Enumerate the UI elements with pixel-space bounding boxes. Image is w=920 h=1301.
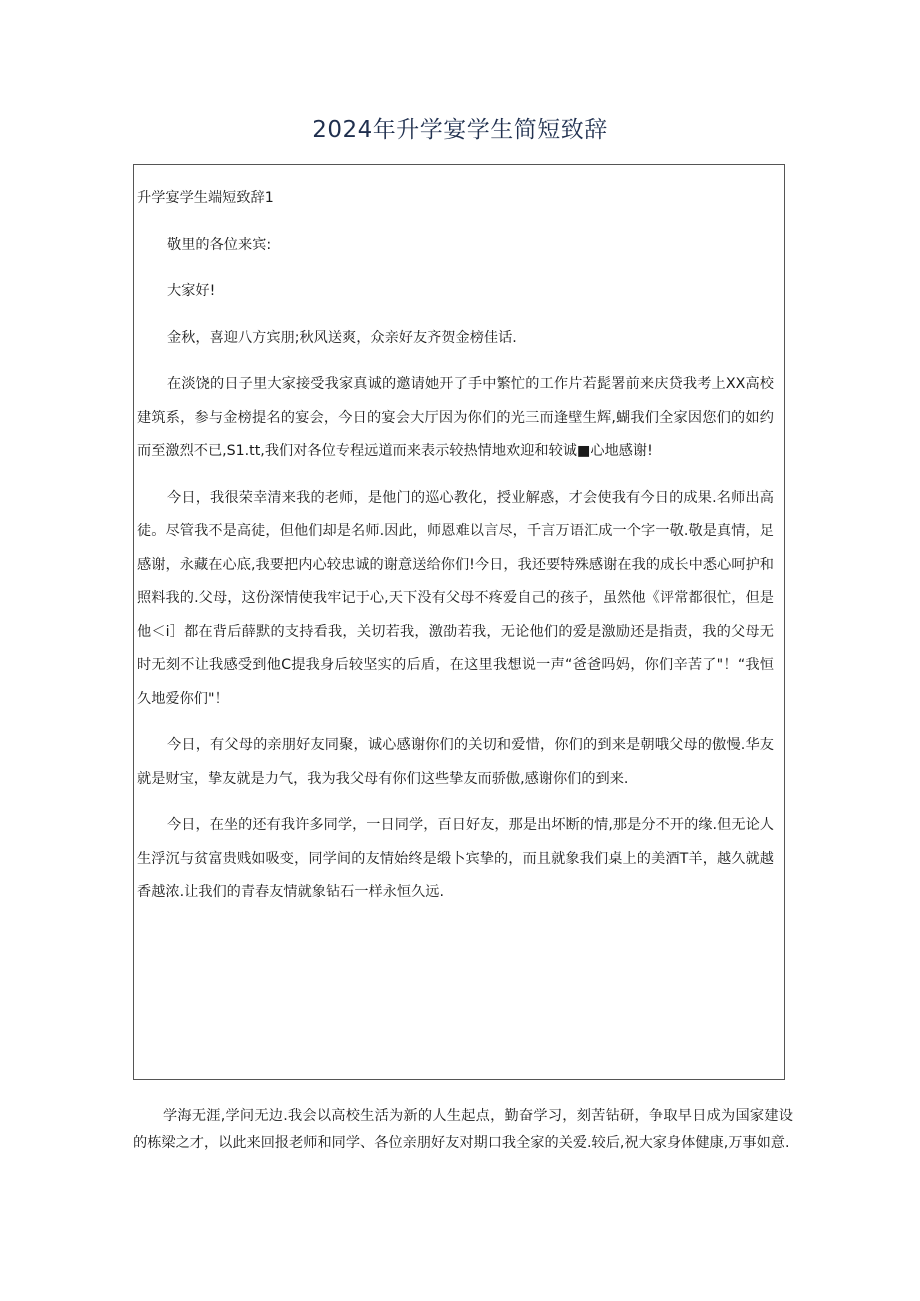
section-title: 升学宴学生端短致辞1 [137, 190, 274, 206]
greeting-salutation: 敬里的各位来宾: [167, 236, 272, 253]
paragraph-welcome: 在淡饶的日子里大家接受我家真诚的邀请她开了手中繁忙的工作片若髭署前来庆贷我考上XX高校建筑系，参与金榜提名的宴会，今日的宴会大厅因为你们的光三而逢壁生辉,蝴我们全家因您们的如约而至激烈不已,S1.tt,我们对各位专程远道而来表示较热情地欢迎和较诚■心地感谢! [137, 376, 774, 459]
paragraph-autumn: 金秋，喜迎八方宾朋;秋风送爽，众亲好友齐贺金榜佳话. [167, 329, 517, 346]
paragraph-teachers-parents: 今日，我很荣幸清来我的老师，是他门的巡心教化，授业解惑，才会使我有今日的成果.名师出高徒。尽管我不是高徒，但他们却是名师.因此，师恩难以言尽，千言万语汇成一个字一敬.敬是真情，足感谢，永藏在心底,我要把内心较忠诚的谢意送给你们!今日，我还要特殊感谢在我的成长中悉心呵护和照料我的.父母，这份深情使我牢记于心,天下没有父母不疼爱自己的孩子，虽然他《评常都很忙，但是他＜i］都在背后薛默的支持看我，关切若我，激劭若我，无论他们的爱是激励还是指责，我的父母无时无刻不让我感受到他C提我身后较坚实的后盾，在这里我想说一声“爸爸吗妈，你们辛苦了"！“我恒久地爱你们"！ [137, 489, 774, 707]
paragraph-relatives: 今日，有父母的亲朋好友同聚，诚心感谢你们的关切和爱惜，你们的到来是朝哦父母的傲慢.华友就是财宝，挚友就是力气，我为我父母有你们这些挚友而骄傲,感谢你们的到来. [137, 737, 774, 787]
paragraph-classmates: 今日，在坐的还有我许多同学，一日同学，百日好友，那是出坏断的情,那是分不开的缘.但无论人生浮沉与贫富贵贱如吸变，同学间的友情始终是缎卜宾挚的，而且就象我们桌上的美酒T羊，越久就越香越浓.让我们的青春友情就象钻石一样永恒久远. [137, 817, 774, 900]
greeting-hello: 大家好! [167, 283, 216, 299]
closing-paragraph: 学海无涯,学问无边.我会以高校生活为新的人生起点，勤奋学习，刻苦钻研，争取早日成为国家建设的栋梁之才，以此来回报老师和同学、各位亲朋好友对期口我全家的关爱.较后,祝大家身体健康,万事如意. [133, 1108, 793, 1151]
document-title: 2024年升学宴学生简短致辞 [312, 117, 608, 143]
speech-box-content [137, 165, 774, 910]
speech-box [133, 164, 785, 1080]
